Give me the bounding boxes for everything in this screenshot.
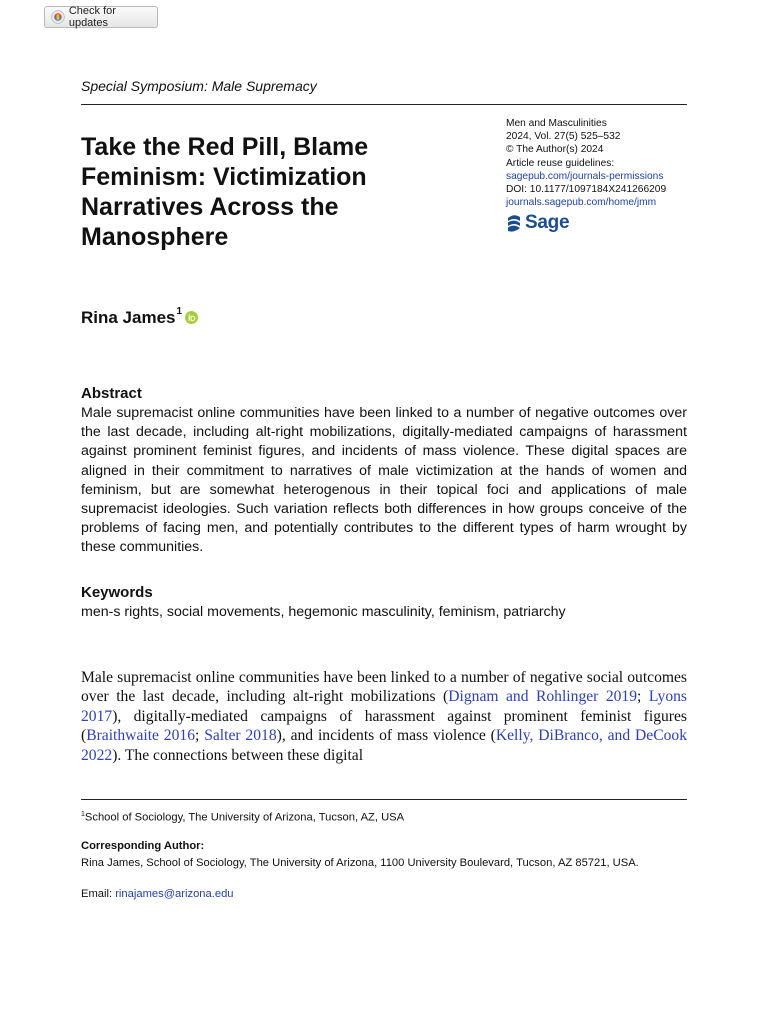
title-line: Feminism: Victimization (81, 163, 367, 191)
citation-link[interactable]: Salter 2018 (204, 727, 277, 745)
symposium-label: Special Symposium: Male Supremacy (81, 78, 317, 94)
crossmark-icon (51, 10, 65, 24)
body-text-run: ; (637, 688, 649, 706)
doi: DOI: 10.1177/1097184X241266209 (506, 184, 667, 196)
title-line: Manosphere (81, 223, 229, 251)
citation-link[interactable]: Kelly, DiBranco, and DeCook 2022 (81, 727, 687, 764)
publisher-name: Sage (525, 212, 570, 233)
corresponding-author-heading: Corresponding Author: (81, 840, 205, 852)
citation-link[interactable]: Dignam and Rohlinger 2019 (448, 688, 638, 706)
check-for-updates-label: Check for updates (68, 5, 116, 29)
author-affiliation-marker: 1 (176, 306, 183, 317)
journal-metadata (506, 117, 696, 209)
abstract-text: Male supremacist online communities have been linked to a number of negative outcomes over the last decade, including alt-right mobilizations, digitally-mediated campaigns of harassment against prominent feminist figures, and incidents of mass violence. These digital spaces are aligned in their commitment to narratives of male victimization at the hands of women and feminism, but are somewhat heterogenous in their topical foci and applications of male supremacist ideologies. Such variation reflects both differences in how groups conceive of the problems of facing men, and potentially contributes to the different types of harm wrought by these communities. (81, 405, 687, 556)
affiliation-footnote (81, 811, 404, 824)
keywords-heading: Keywords (81, 584, 153, 601)
body-paragraph (81, 668, 687, 765)
copyright: © The Author(s) 2024 (506, 144, 604, 156)
author-name: Rina James (81, 308, 176, 327)
email-link[interactable]: rinajames@arizona.edu (115, 888, 234, 900)
email-label: Email: (81, 888, 113, 900)
body-text-run: ), digitally-mediated campaigns of harassment against prominent feminist figures ( (81, 707, 687, 745)
footnote-divider (81, 799, 687, 800)
affiliation-marker: 1 (81, 811, 85, 818)
title-line: Take the Red Pill, Blame (81, 133, 369, 161)
citation-link[interactable]: Lyons 2017 (81, 688, 687, 725)
body-text-run: ), and incidents of mass violence ( (276, 727, 496, 745)
article-title (81, 132, 441, 252)
reuse-permissions-link[interactable]: sagepub.com/journals-permissions (506, 170, 664, 182)
keywords-list: men-s rights, social movements, hegemonic masculinity, feminism, patriarchy (81, 604, 566, 620)
sage-s-icon (506, 212, 522, 234)
corresponding-author-address: Rina James, School of Sociology, The University of Arizona, 1100 University Boulevard, Tucson, AZ 85721, USA. (81, 857, 639, 869)
title-line: Narratives Across the (81, 193, 339, 221)
check-for-updates-button[interactable] (44, 6, 158, 28)
author (81, 308, 198, 328)
journal-name: Men and Masculinities (506, 118, 607, 129)
affiliation-text: School of Sociology, The University of Arizona, Tucson, AZ, USA (84, 811, 405, 824)
header-divider (81, 104, 687, 105)
body-text-run: ; (195, 727, 205, 745)
sage-logo (506, 212, 569, 234)
citation-link[interactable]: Braithwaite 2016 (86, 727, 195, 745)
orcid-icon[interactable] (185, 311, 198, 324)
body-text-run: ). The connections between these digital (112, 746, 364, 764)
journal-volume: 2024, Vol. 27(5) 525–532 (506, 131, 621, 143)
body-text-run: Male supremacist online communities have been linked to a number of negative social outcomes over the last decade, including alt-right mobilizations ( (81, 669, 687, 706)
reuse-label: Article reuse guidelines: (506, 157, 615, 169)
abstract-heading: Abstract (81, 385, 142, 402)
corresponding-author-email (81, 888, 234, 900)
journal-home-link[interactable]: journals.sagepub.com/home/jmm (506, 197, 657, 209)
